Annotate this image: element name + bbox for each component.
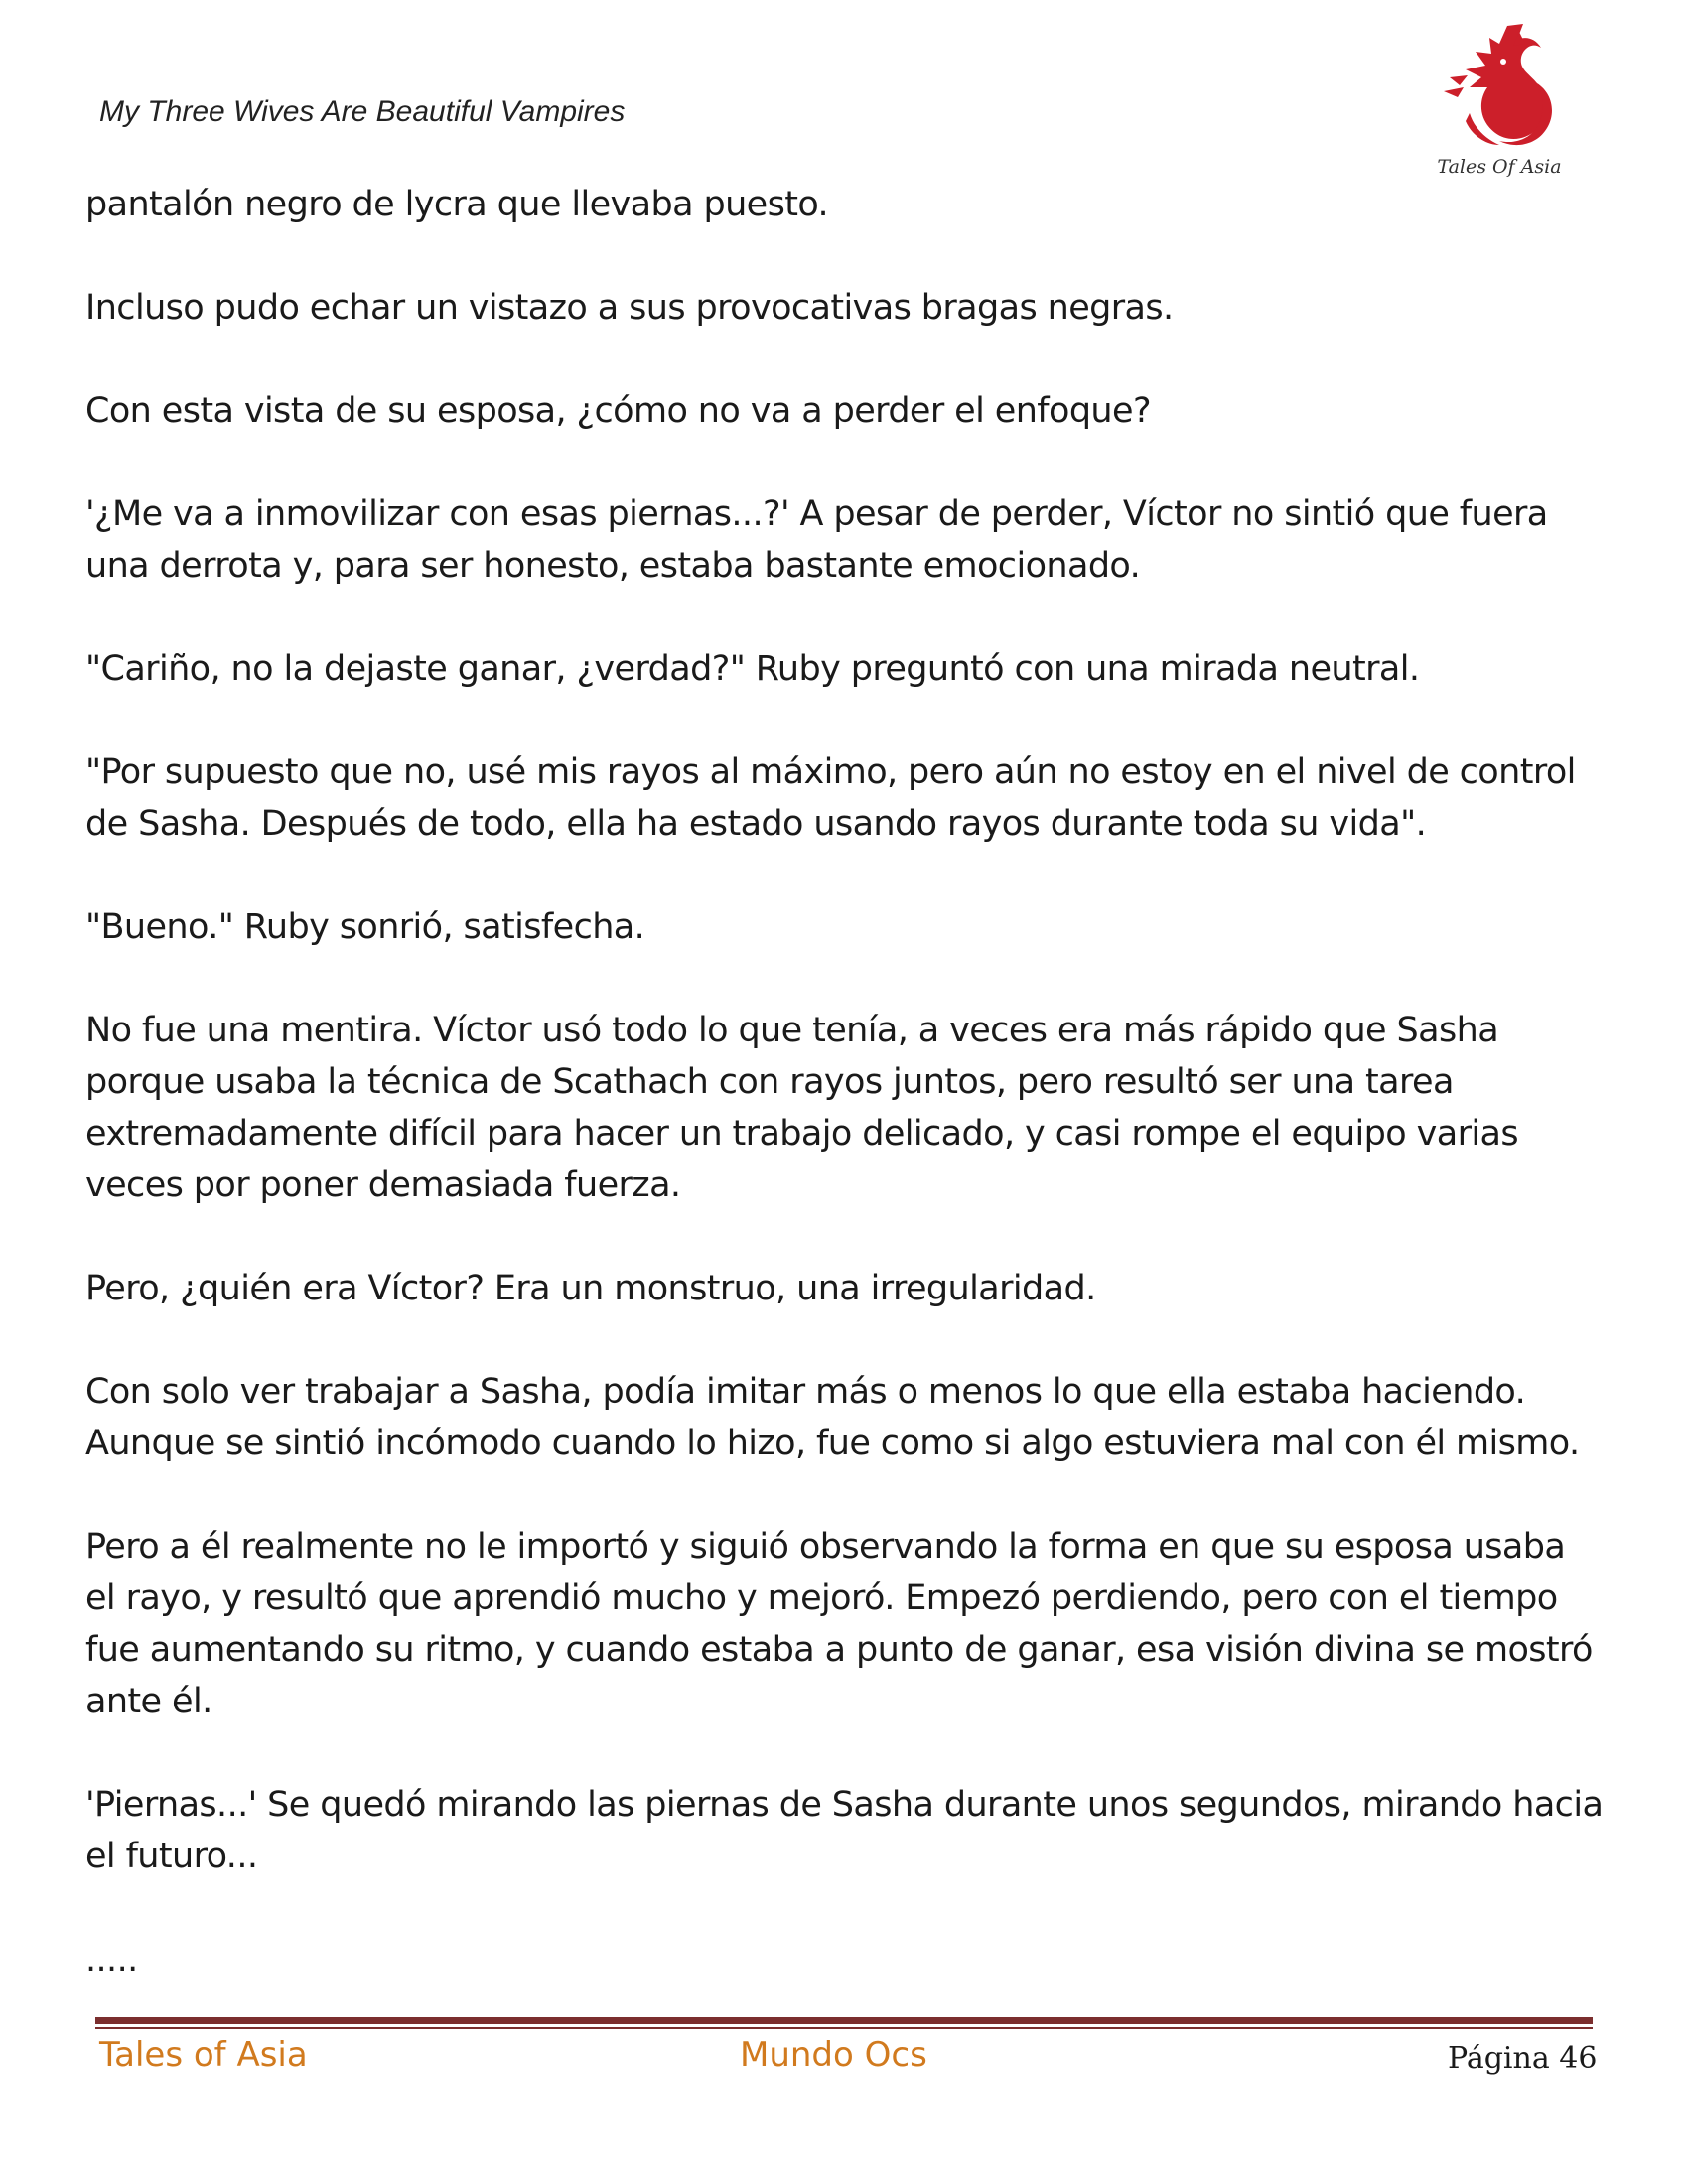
text-line: Incluso pudo echar un vistazo a sus provocativas bragas negras. xyxy=(85,288,1174,328)
text-line: extremadamente difícil para hacer un trabajo delicado, y casi rompe el equipo varias xyxy=(85,1114,1518,1154)
text-line: el rayo, y resultó que aprendió mucho y mejoró. Empezó perdiendo, pero con el tiempo xyxy=(85,1578,1558,1618)
paragraph xyxy=(85,1934,1615,1985)
text-line: ..... xyxy=(85,1940,138,1979)
text-line: Pero a él realmente no le importó y siguió observando la forma en que su esposa usaba xyxy=(85,1527,1566,1567)
text-line: ante él. xyxy=(85,1682,212,1721)
red-dragon-icon xyxy=(1430,18,1569,182)
paragraph xyxy=(85,643,1615,695)
text-line: No fue una mentira. Víctor usó todo lo que tenía, a veces era más rápido que Sasha xyxy=(85,1011,1499,1050)
paragraph xyxy=(85,1779,1615,1882)
paragraph xyxy=(85,282,1615,334)
document-title: My Three Wives Are Beautiful Vampires xyxy=(99,95,626,128)
paragraph xyxy=(85,179,1615,230)
paragraph xyxy=(85,1521,1615,1727)
text-line: "Bueno." Ruby sonrió, satisfecha. xyxy=(85,907,645,947)
page-number: Página 46 xyxy=(1448,2041,1598,2076)
text-line: Con esta vista de su esposa, ¿cómo no va a perder el enfoque? xyxy=(85,391,1151,431)
text-line: Pero, ¿quién era Víctor? Era un monstruo, una irregularidad. xyxy=(85,1269,1096,1308)
paragraph xyxy=(85,488,1615,592)
paragraph xyxy=(85,901,1615,953)
text-line: pantalón negro de lycra que llevaba puesto. xyxy=(85,185,829,224)
footer-site-name: Tales of Asia xyxy=(99,2035,308,2075)
paragraph xyxy=(85,1263,1615,1314)
footer-divider xyxy=(95,2017,1593,2029)
tales-of-asia-logo xyxy=(1430,18,1569,182)
text-line: porque usaba la técnica de Scathach con rayos juntos, pero resultó ser una tarea xyxy=(85,1062,1454,1102)
paragraph xyxy=(85,747,1615,850)
paragraph xyxy=(85,385,1615,437)
text-line: el futuro... xyxy=(85,1837,258,1876)
text-line: Aunque se sintió incómodo cuando lo hizo, fue como si algo estuviera mal con él mismo. xyxy=(85,1424,1580,1463)
paragraph xyxy=(85,1005,1615,1211)
text-line: "Por supuesto que no, usé mis rayos al máximo, pero aún no estoy en el nivel de control xyxy=(85,752,1576,792)
text-line: 'Piernas...' Se quedó mirando las piernas de Sasha durante unos segundos, mirando hacia xyxy=(85,1785,1604,1825)
text-line: de Sasha. Después de todo, ella ha estado usando rayos durante toda su vida". xyxy=(85,804,1427,844)
chapter-body xyxy=(85,179,1615,2037)
text-line: una derrota y, para ser honesto, estaba bastante emocionado. xyxy=(85,546,1141,586)
text-line: Con solo ver trabajar a Sasha, podía imitar más o menos lo que ella estaba haciendo. xyxy=(85,1372,1526,1412)
text-line: '¿Me va a inmovilizar con esas piernas...?' A pesar de perder, Víctor no sintió que fuera xyxy=(85,494,1548,534)
paragraph xyxy=(85,1366,1615,1469)
text-line: veces por poner demasiada fuerza. xyxy=(85,1165,681,1205)
text-line: fue aumentando su ritmo, y cuando estaba a punto de ganar, esa visión divina se mostró xyxy=(85,1630,1593,1670)
logo-text: Tales Of Asia xyxy=(1437,156,1562,178)
text-line: "Cariño, no la dejaste ganar, ¿verdad?" Ruby preguntó con una mirada neutral. xyxy=(85,649,1420,689)
footer-section-name: Mundo Ocs xyxy=(740,2035,927,2075)
